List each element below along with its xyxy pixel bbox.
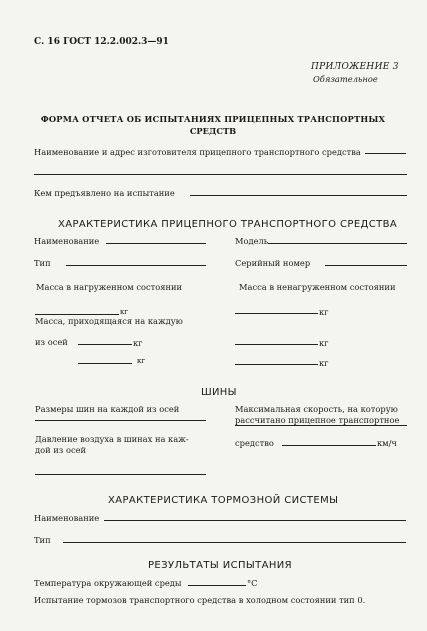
vehicle-type-field-line	[66, 265, 206, 266]
temperature-field-line	[188, 585, 246, 586]
axle-mass-field-line-2	[78, 363, 132, 364]
manufacturer-label: Наименование и адрес изготовителя прицепного транспортного средства	[34, 147, 361, 157]
brake-section-heading: ХАРАКТЕРИСТИКА ТОРМОЗНОЙ СИСТЕМЫ	[108, 495, 339, 506]
temperature-unit: °С	[247, 578, 258, 588]
submitted-by-field-line	[190, 195, 407, 196]
form-title-line2: СРЕДСТВ	[189, 126, 237, 136]
unloaded-axle-unit-2: кг	[319, 358, 329, 368]
vehicle-model-label: Модель	[235, 236, 269, 246]
temperature-label: Температура окружающей среды	[34, 578, 182, 588]
axle-mass-unit-1: кг	[133, 338, 143, 348]
axle-mass-label-line2: из осей	[35, 337, 68, 347]
vehicle-section-heading: ХАРАКТЕРИСТИКА ПРИЦЕПНОГО ТРАНСПОРТНОГО СРЕДСТВА	[58, 219, 398, 230]
unloaded-mass-label: Масса в ненагруженном состоянии	[239, 282, 396, 292]
max-speed-field-line-1	[235, 425, 407, 426]
appendix-title: ПРИЛОЖЕНИЕ 3	[311, 62, 399, 72]
vehicle-name-field-line	[106, 243, 206, 244]
max-speed-unit: км/ч	[377, 438, 397, 448]
cold-test-text: Испытание тормозов транспортного средства в холодном состоянии тип 0.	[34, 595, 366, 605]
form-title-line1: ФОРМА ОТЧЕТА ОБ ИСПЫТАНИЯХ ПРИЦЕПНЫХ ТРАНСПОРТНЫХ	[40, 114, 386, 124]
brake-type-label: Тип	[34, 535, 51, 545]
unloaded-axle-field-line-1	[235, 344, 318, 345]
axle-mass-field-line-1	[78, 344, 132, 345]
submitted-by-label: Кем предъявлено на испытание	[34, 188, 175, 198]
vehicle-type-label: Тип	[34, 258, 51, 268]
tire-pressure-label-line1: Давление воздуха в шинах на каж-	[35, 434, 189, 444]
results-section-heading: РЕЗУЛЬТАТЫ ИСПЫТАНИЯ	[148, 560, 292, 571]
tire-pressure-field-line	[35, 474, 206, 475]
vehicle-model-field-line	[268, 243, 407, 244]
page-reference: С. 16 ГОСТ 12.2.002.3—91	[34, 37, 169, 47]
max-speed-field-line-2	[282, 445, 376, 446]
brake-name-label: Наименование	[34, 513, 100, 523]
loaded-mass-field-line	[35, 314, 119, 315]
unloaded-mass-field-line	[235, 313, 318, 314]
max-speed-label-line2: рассчитано прицепное транспортное	[235, 415, 400, 425]
tires-section-heading: ШИНЫ	[201, 387, 237, 398]
unloaded-axle-field-line-2	[235, 364, 318, 365]
unloaded-mass-unit: кг	[319, 307, 329, 317]
axle-mass-label-line1: Масса, приходящаяся на каждую	[35, 316, 183, 326]
unloaded-axle-unit-1: кг	[319, 338, 329, 348]
vehicle-serial-label: Серийный номер	[235, 258, 311, 268]
manufacturer-field-line-2	[34, 174, 407, 175]
appendix-status: Обязательное	[313, 74, 378, 84]
max-speed-label-line3: средство	[235, 438, 274, 448]
brake-type-field-line	[63, 542, 406, 543]
tire-size-label: Размеры шин на каждой из осей	[35, 404, 180, 414]
loaded-mass-label: Масса в нагруженном состоянии	[36, 282, 183, 292]
loaded-mass-unit: кг	[120, 308, 129, 316]
tire-size-field-line	[35, 420, 206, 421]
vehicle-name-label: Наименование	[34, 236, 100, 246]
manufacturer-field-line	[365, 153, 406, 154]
vehicle-serial-field-line	[325, 265, 407, 266]
brake-name-field-line	[104, 520, 406, 521]
tire-pressure-label-line2: дой из осей	[35, 445, 87, 455]
max-speed-label-line1: Максимальная скорость, на которую	[235, 404, 398, 414]
axle-mass-unit-2: кг	[137, 357, 146, 365]
